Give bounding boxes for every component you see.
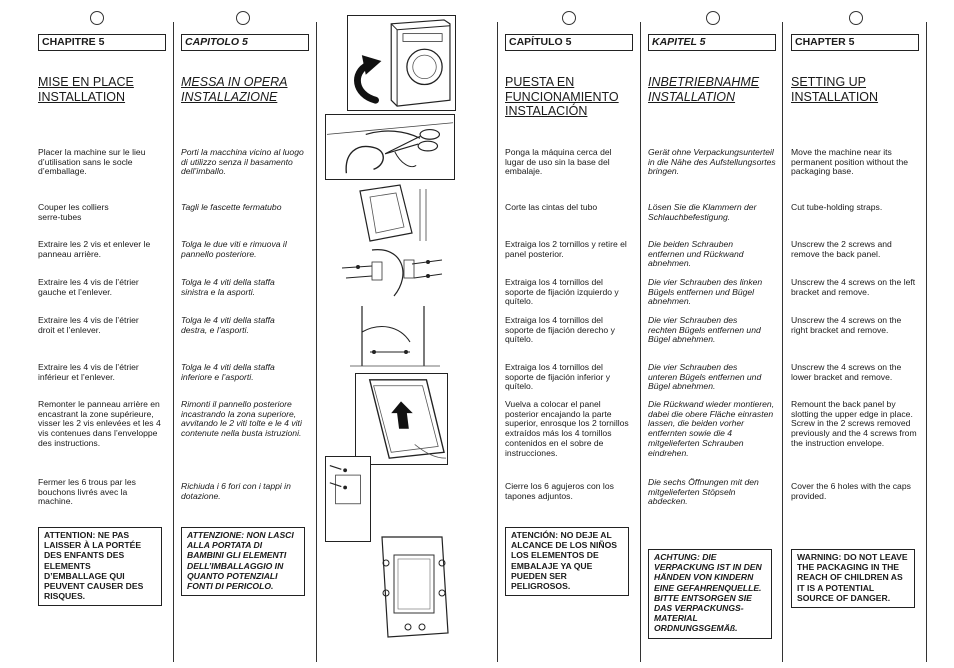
step-3: Extraiga los 2 tornillos y retire el panel posterior. bbox=[505, 239, 627, 259]
step-7: Die Rückwand wieder montieren, dabei die obere Fläche einrasten lassen, die beiden vorher entfernten sowie die 4 mitgelieferten Schrauben eindrehen. bbox=[648, 399, 775, 458]
step-5: Unscrew the 4 screws on the right bracket and remove. bbox=[791, 315, 902, 335]
screw-icon bbox=[342, 244, 446, 300]
step-5: Tolga le 4 viti della staffa destra, e l’asporti. bbox=[181, 315, 275, 335]
chapter-heading: CHAPITRE 5 bbox=[38, 34, 166, 51]
column-english bbox=[791, 22, 919, 662]
step-2: Couper les colliers serre-tubes bbox=[38, 202, 109, 222]
step-7: Rimonti il pannello posteriore incastrando la zona superiore, avvitando le 2 viti tolte e le 4 viti contenute nella busta istruzioni. bbox=[181, 399, 302, 439]
step-4: Extraiga los 4 tornillos del soporte de fijación izquierdo y quítelo. bbox=[505, 277, 619, 307]
illustration-caps bbox=[372, 533, 452, 639]
step-4: Die vier Schrauben des linken Bügels entfernen und Bügel abnehmen. bbox=[648, 277, 763, 307]
illustration-left-bracket bbox=[342, 244, 446, 300]
illustration-move-machine bbox=[347, 15, 456, 111]
step-3: Extraire les 2 vis et enlever le panneau arrière. bbox=[38, 239, 151, 259]
step-2: Tagli le fascette fermatubo bbox=[181, 202, 282, 212]
caps-icon bbox=[372, 533, 452, 639]
section-title: SETTING UP INSTALLATION bbox=[791, 75, 879, 104]
step-1: Move the machine near its permanent position without the packaging base. bbox=[791, 147, 909, 177]
column-italian bbox=[181, 22, 309, 662]
step-2: Lösen Sie die Klammern der Schlauchbefestigung. bbox=[648, 202, 757, 222]
step-1: Placer la machine sur le lieu d’utilisation sans le socle d’emballage. bbox=[38, 147, 146, 177]
step-6: Extraire les 4 vis de l’étrier inférieur et l’enlever. bbox=[38, 362, 139, 382]
chapter-heading: CAPÍTULO 5 bbox=[505, 34, 633, 51]
column-french bbox=[38, 22, 166, 662]
washing-machine-icon bbox=[348, 16, 455, 110]
back-panel-icon bbox=[340, 183, 448, 243]
step-4: Unscrew the 4 screws on the left bracket and remove. bbox=[791, 277, 916, 297]
step-1: Gerät ohne Verpackungsunterteil in die Nähe des Aufstellungsortes bringen. bbox=[648, 147, 776, 177]
section-title: MISE EN PLACE INSTALLATION bbox=[38, 75, 134, 104]
step-8: Cover the 6 holes with the caps provided. bbox=[791, 481, 911, 501]
step-7: Remonter le panneau arrière en encastrant la zone supérieure, visser les 2 vis enlevées et les 4 vis contenues dans l’enveloppe des instructions. bbox=[38, 399, 161, 448]
step-3: Die beiden Schrauben entfernen und Rückwand abnehmen. bbox=[648, 239, 744, 269]
step-3: Tolga le due viti e rimuova il pannello posteriore. bbox=[181, 239, 287, 259]
warning-box: ATENCIÓN: NO DEJE AL ALCANCE DE LOS NIÑOS LOS ELEMENTOS DE EMBALAJE YA QUE PUEDEN SER PELIGROSOS. bbox=[505, 527, 629, 596]
step-2: Corte las cintas del tubo bbox=[505, 202, 598, 212]
step-5: Extraiga los 4 tornillos del soporte de fijación derecho y quítelo. bbox=[505, 315, 615, 345]
chapter-heading: CHAPTER 5 bbox=[791, 34, 919, 51]
step-5: Die vier Schrauben des rechten Bügels entfernen und Bügel abnehmen. bbox=[648, 315, 761, 345]
chapter-heading: KAPITEL 5 bbox=[648, 34, 776, 51]
illustration-remount-panel bbox=[355, 373, 448, 465]
warning-box: ATTENZIONE: NON LASCI ALLA PORTATA DI BAMBINI GLI ELEMENTI DELL’IMBALLAGGIO IN QUANTO POTENZIALI FONTI DI PERICOLO. bbox=[181, 527, 305, 596]
screw-panel-icon bbox=[326, 457, 370, 541]
column-divider bbox=[497, 22, 498, 662]
section-title: INBETRIEBNAHME INSTALLATION bbox=[648, 75, 760, 104]
step-2: Cut tube-holding straps. bbox=[791, 202, 883, 212]
step-1: Ponga la máquina cerca del lugar de uso sin la base del embalaje. bbox=[505, 147, 612, 177]
step-6: Die vier Schrauben des unteren Bügels entfernen und Bügel abnehmen. bbox=[648, 362, 762, 392]
step-8: Fermer les 6 trous par les bouchons livrés avec la machine. bbox=[38, 477, 136, 507]
column-divider bbox=[926, 22, 927, 662]
step-4: Tolga le 4 viti della staffa sinistra e la asporti. bbox=[181, 277, 275, 297]
step-1: Porti la macchina vicino al luogo di utilizzo senza il basamento dell’imballo. bbox=[181, 147, 304, 177]
step-6: Unscrew the 4 screws on the lower bracket and remove. bbox=[791, 362, 902, 382]
column-divider bbox=[173, 22, 174, 662]
illustration-screw-panel bbox=[325, 456, 371, 542]
step-8: Richiuda i 6 fori con i tappi in dotazione. bbox=[181, 481, 291, 501]
illustration-cut-straps bbox=[325, 114, 455, 180]
section-title: PUESTA EN FUNCIONAMIENTO INSTALACIÓN bbox=[505, 75, 619, 118]
chapter-heading: CAPITOLO 5 bbox=[181, 34, 309, 51]
column-spanish bbox=[505, 22, 633, 662]
illustration-remove-panel bbox=[340, 183, 448, 243]
scissors-icon bbox=[326, 115, 454, 179]
step-6: Extraiga los 4 tornillos del soporte de fijación inferior y quítelo. bbox=[505, 362, 611, 392]
step-8: Cierre los 6 agujeros con los tapones adjuntos. bbox=[505, 481, 614, 501]
column-divider bbox=[316, 22, 317, 662]
warning-box: ATTENTION: NE PAS LAISSER À LA PORTÉE DES ENFANTS DES ELEMENTS D’EMBALLAGE QUI PEUVENT CAUSER DES RISQUES. bbox=[38, 527, 162, 606]
step-4: Extraire les 4 vis de l’étrier gauche et l’enlever. bbox=[38, 277, 139, 297]
step-6: Tolga le 4 viti della staffa inferiore e l’asporti. bbox=[181, 362, 275, 382]
bracket-icon bbox=[350, 302, 440, 370]
column-divider bbox=[640, 22, 641, 662]
step-3: Unscrew the 2 screws and remove the back panel. bbox=[791, 239, 892, 259]
step-7: Vuelva a colocar el panel posterior encajando la parte superior, enrosque los 2 tornillos extraídos más los 4 tornillos contenidos en el sobre de instrucciones. bbox=[505, 399, 629, 458]
warning-box: ACHTUNG: DIE VERPACKUNG IST IN DEN HÄNDEN VON KINDERN EINE GEFAHRENQUELLE. BITTE ENTSORGEN SIE DAS VERPACKUNGS-MATERIAL ORDNUNGSGEMÄß. bbox=[648, 549, 772, 639]
column-german bbox=[648, 22, 776, 662]
column-divider bbox=[782, 22, 783, 662]
step-7: Remount the back panel by slotting the upper edge in place. Screw in the 2 screws removed previously and the 4 screws from the instruction envelope. bbox=[791, 399, 917, 448]
illustration-lower-bracket bbox=[350, 302, 440, 370]
step-8: Die sechs Öffnungen mit den mitgelieferten Stöpseln abdecken. bbox=[648, 477, 759, 507]
section-title: MESSA IN OPERA INSTALLAZIONE bbox=[181, 75, 288, 104]
step-5: Extraire les 4 vis de l’étrier droit et l’enlever. bbox=[38, 315, 139, 335]
arrow-up-icon bbox=[356, 374, 447, 464]
warning-box: WARNING: DO NOT LEAVE THE PACKAGING IN THE REACH OF CHILDREN AS IT IS A POTENTIAL SOURCE OF DANGER. bbox=[791, 549, 915, 608]
